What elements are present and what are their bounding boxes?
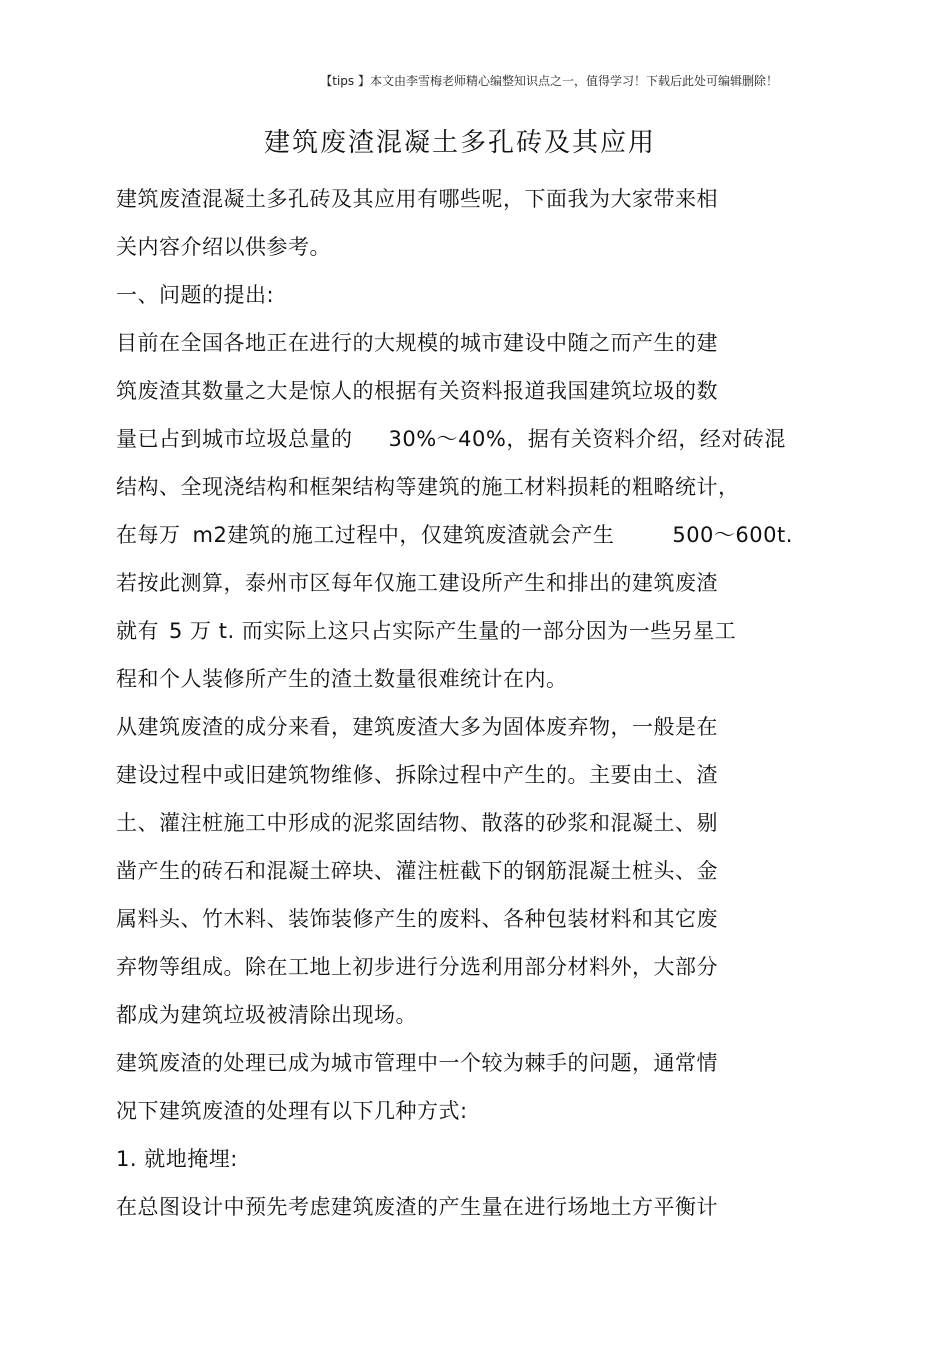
paragraph-line: 目前在全国各地正在进行的大规模的城市建设中随之而产生的建: [116, 331, 718, 355]
paragraph-line: 筑废渣其数量之大是惊人的根据有关资料报道我国建筑垃圾的数: [116, 379, 718, 403]
paragraph-line: [116, 615, 736, 645]
paragraph-line: 关内容介绍以供参考。: [116, 235, 331, 259]
paragraph-line: 属料头、竹木料、装饰装修产生的废料、各种包装材料和其它废: [116, 907, 718, 931]
paragraph-line: 结构、全现浇结构和框架结构等建筑的施工材料损耗的粗略统计，: [116, 475, 740, 499]
text-segment: 500～600t.: [672, 523, 793, 547]
text-segment: 量已占到城市垃圾总量的: [116, 427, 353, 451]
paragraph-line: 弃物等组成。除在工地上初步进行分选利用部分材料外，大部分: [116, 955, 718, 979]
paragraph-line: [116, 423, 786, 453]
text-segment: 在每万: [116, 523, 181, 547]
text-segment: 30%～40%，据有关资料介绍，经对砖混: [388, 427, 786, 451]
paragraph-line: 从建筑废渣的成分来看，建筑废渣大多为固体废弃物，一般是在: [116, 715, 718, 739]
paragraph-line: 若按此测算，泰州市区每年仅施工建设所产生和排出的建筑废渣: [116, 571, 718, 595]
paragraph-line: 凿产生的砖石和混凝土碎块、灌注桩截下的钢筋混凝土桩头、金: [116, 859, 718, 883]
paragraph-line: 程和个人装修所产生的渣土数量很难统计在内。: [116, 667, 568, 691]
paragraph-line: 况下建筑废渣的处理有以下几种方式:: [116, 1099, 468, 1123]
paragraph-line: 建设过程中或旧建筑物维修、拆除过程中产生的。主要由土、渣: [116, 763, 718, 787]
section-heading: 一、问题的提出:: [116, 283, 275, 307]
paragraph-line: 建筑废渣混凝土多孔砖及其应用有哪些呢，下面我为大家带来相: [116, 187, 718, 211]
paragraph-line: 在总图设计中预先考虑建筑废渣的产生量在进行场地土方平衡计: [116, 1195, 718, 1219]
document-title: 建筑废渣混凝土多孔砖及其应用: [263, 128, 656, 158]
paragraph-line: 都成为建筑垃圾被清除出现场。: [116, 1003, 417, 1027]
text-segment: 5 万 t. 而实际上这只占实际产生量的一部分因为一些另星工: [169, 619, 737, 643]
paragraph-line: 建筑废渣的处理已成为城市管理中一个较为棘手的问题，通常情: [116, 1051, 718, 1075]
paragraph-line: [116, 519, 793, 549]
text-segment: m2建筑的施工过程中，仅建筑废渣就会产生: [192, 523, 615, 547]
paragraph-line: 土、灌注桩施工中形成的泥浆固结物、散落的砂浆和混凝土、剔: [116, 811, 718, 835]
text-segment: 就有: [116, 619, 159, 643]
list-heading: 1. 就地掩埋:: [116, 1147, 238, 1171]
header-tips: 【tips 】本文由李雪梅老师精心编整知识点之一，值得学习！下载后此处可编辑删除！: [320, 74, 778, 88]
